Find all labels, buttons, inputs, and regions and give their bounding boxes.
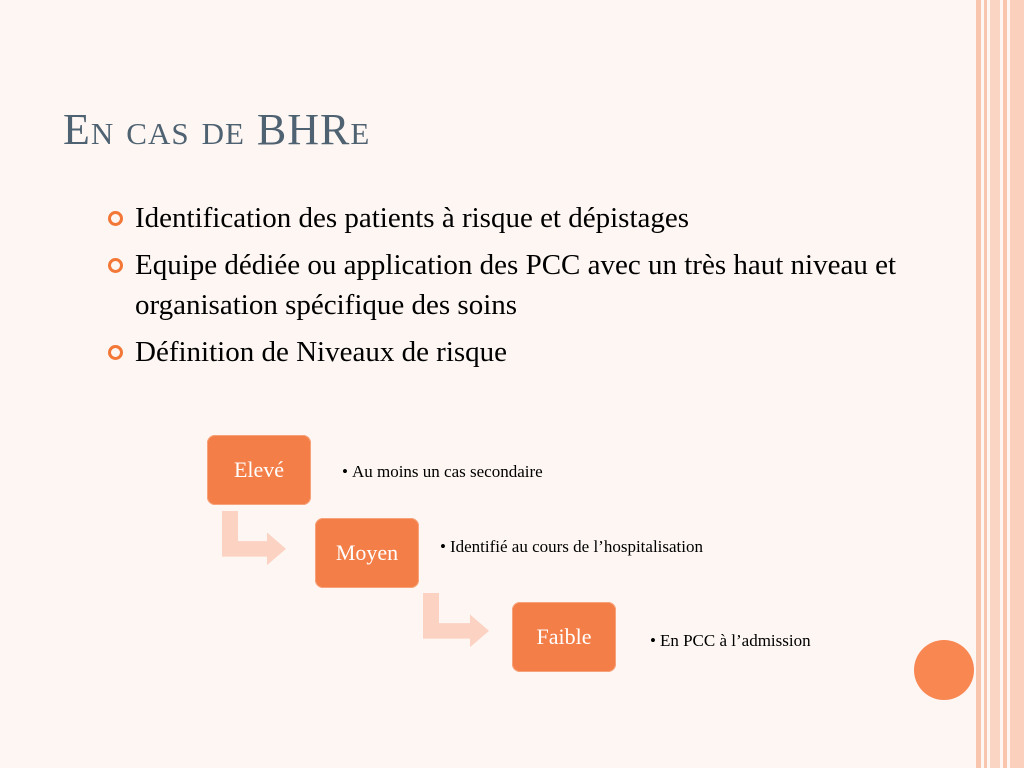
bent-arrow-icon (420, 593, 492, 651)
level-description-text: Identifié au cours de l’hospitalisation (449, 537, 703, 556)
decor-circle-icon (914, 640, 974, 700)
level-description-text: Au moins un cas secondaire (351, 462, 543, 481)
bullet-item (108, 198, 908, 238)
level-label: Faible (536, 624, 592, 649)
level-box-faible (512, 602, 616, 672)
bullet-item (108, 332, 908, 372)
bullet-list (108, 198, 908, 379)
decor-stripe (990, 0, 1000, 768)
bullet-dot-icon: • (440, 537, 446, 556)
decor-stripe (984, 0, 987, 768)
decor-stripe (1010, 0, 1024, 768)
bullet-dot-icon: • (342, 462, 348, 481)
level-label: Elevé (233, 457, 285, 482)
decor-stripe (976, 0, 981, 768)
bullet-item (108, 245, 908, 325)
level-description (342, 462, 543, 482)
bullet-text: Définition de Niveaux de risque (135, 336, 508, 368)
level-label: Moyen (335, 540, 399, 565)
level-box-eleve (207, 435, 311, 505)
bent-arrow-icon (219, 511, 289, 569)
slide-title: En cas de BHRe (63, 105, 371, 154)
level-description (650, 631, 811, 651)
level-description (440, 537, 703, 557)
level-box-moyen (315, 518, 419, 588)
bullet-dot-icon: • (650, 631, 656, 650)
level-description-text: En PCC à l’admission (659, 631, 811, 650)
ring-bullet-icon (108, 211, 123, 226)
decor-stripe (1003, 0, 1007, 768)
bullet-text: Identification des patients à risque et dépistages (135, 202, 690, 234)
ring-bullet-icon (108, 345, 123, 360)
bullet-text: Equipe dédiée ou application des PCC avec un très haut niveau et organisation spécifique des soins (135, 249, 897, 321)
ring-bullet-icon (108, 258, 123, 273)
